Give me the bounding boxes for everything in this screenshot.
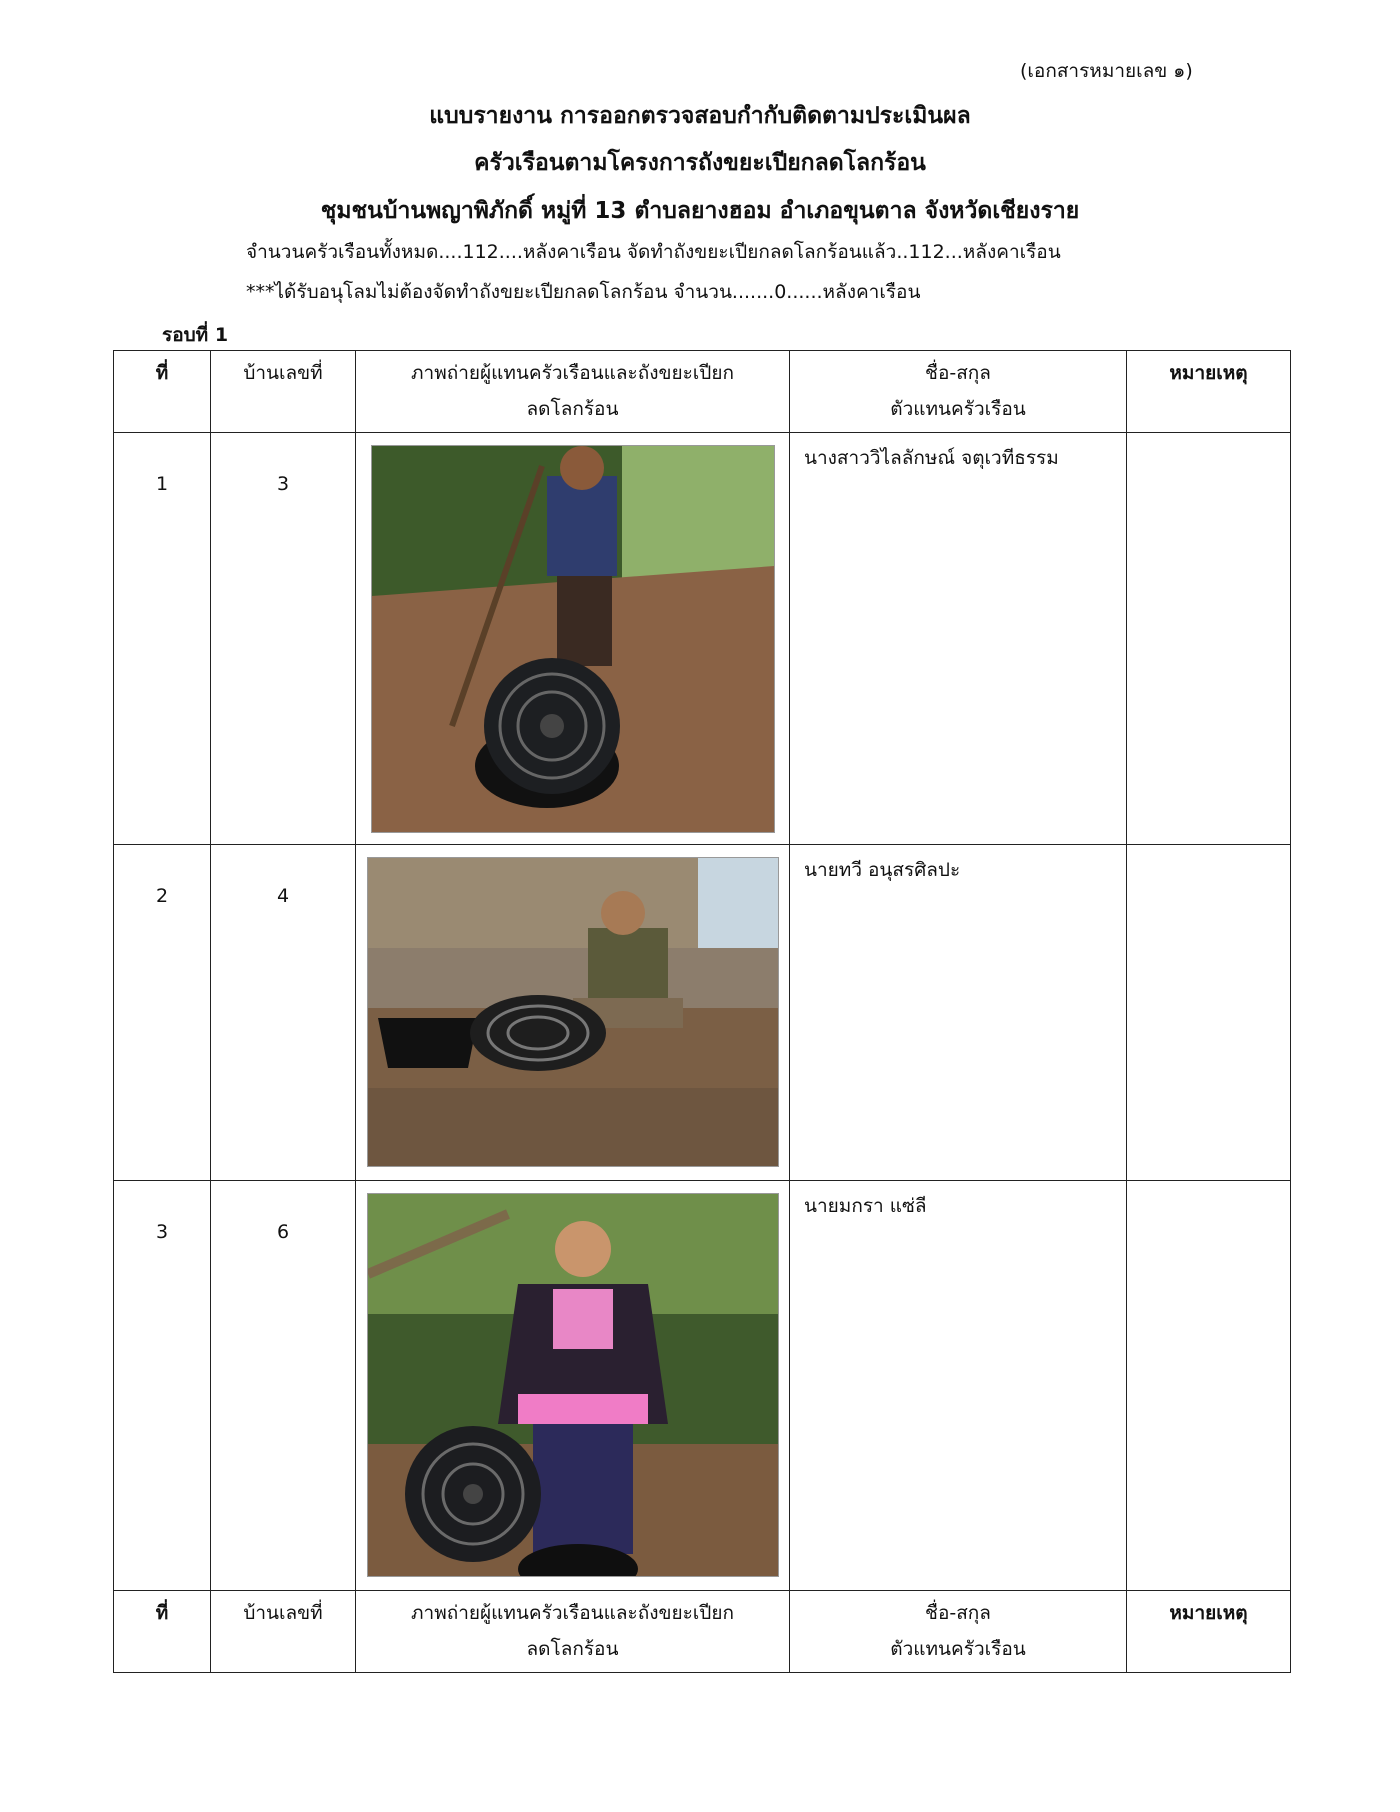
- project-title: ครัวเรือนตามโครงการถังขยะเปียกลดโลกร้อน: [474, 150, 926, 176]
- header-photo: [356, 351, 790, 433]
- table-header-row: [114, 351, 1291, 433]
- row-photo-cell: [356, 845, 790, 1181]
- household-table: [113, 350, 1291, 1673]
- header-name: [790, 351, 1127, 433]
- table-row: [114, 1181, 1291, 1591]
- header-photo-line2: ลดโลกร้อน: [526, 398, 619, 420]
- footer-name-line1: ชื่อ-สกุล: [925, 1602, 991, 1624]
- row-no: 2: [114, 845, 211, 1181]
- row-house-no: 6: [211, 1181, 356, 1591]
- row-name: นางสาววิไลลักษณ์ จตุเวทีธรรม: [790, 433, 1127, 845]
- header-name-line1: ชื่อ-สกุล: [925, 362, 991, 384]
- row-name: นายทวี อนุสรศิลปะ: [790, 845, 1127, 1181]
- table-row: [114, 845, 1291, 1181]
- row-remark: [1127, 433, 1291, 845]
- exemption-line: ***ได้รับอนุโลมไม่ต้องจัดทำถังขยะเปียกลดโลกร้อน จำนวน.......0......หลังคาเรือน: [246, 281, 921, 303]
- header-no: ที่: [114, 351, 211, 433]
- footer-photo-line1: ภาพถ่ายผู้แทนครัวเรือนและถังขยะเปียก: [411, 1602, 734, 1624]
- row-photo-cell: [356, 433, 790, 845]
- footer-house-no: บ้านเลขที่: [211, 1591, 356, 1673]
- header-photo-line1: ภาพถ่ายผู้แทนครัวเรือนและถังขยะเปียก: [411, 362, 734, 384]
- household-count-line: จำนวนครัวเรือนทั้งหมด....112....หลังคาเรือน จัดทำถังขยะเปียกลดโลกร้อนแล้ว..112...หลังคาเรือน: [246, 241, 1061, 263]
- row-no: 1: [114, 433, 211, 845]
- report-title: แบบรายงาน การออกตรวจสอบกำกับติดตามประเมินผล: [429, 103, 971, 129]
- footer-photo: [356, 1591, 790, 1673]
- round-label: รอบที่ 1: [162, 324, 229, 346]
- header-remark: หมายเหตุ: [1127, 351, 1291, 433]
- table-footer-header-row: [114, 1591, 1291, 1673]
- footer-name: [790, 1591, 1127, 1673]
- document-number: (เอกสารหมายเลข ๑): [1020, 60, 1193, 82]
- photo-boy-digging-bin: [371, 445, 775, 833]
- community-title: ชุมชนบ้านพญาพิภักดิ์ หมู่ที่ 13 ตำบลยางฮอม อำเภอขุนตาล จังหวัดเชียงราย: [320, 198, 1080, 224]
- row-remark: [1127, 845, 1291, 1181]
- footer-remark: หมายเหตุ: [1127, 1591, 1291, 1673]
- row-house-no: 3: [211, 433, 356, 845]
- photo-woman-with-bin-lid: [367, 1193, 779, 1577]
- footer-name-line2: ตัวแทนครัวเรือน: [890, 1638, 1026, 1660]
- footer-photo-line2: ลดโลกร้อน: [526, 1638, 619, 1660]
- table-row: [114, 433, 1291, 845]
- row-photo-cell: [356, 1181, 790, 1591]
- row-name: นายมกรา แซ่ลี: [790, 1181, 1127, 1591]
- photo-man-with-bin: [367, 857, 779, 1167]
- row-no: 3: [114, 1181, 211, 1591]
- row-house-no: 4: [211, 845, 356, 1181]
- header-house-no: บ้านเลขที่: [211, 351, 356, 433]
- header-name-line2: ตัวแทนครัวเรือน: [890, 398, 1026, 420]
- row-remark: [1127, 1181, 1291, 1591]
- footer-no: ที่: [114, 1591, 211, 1673]
